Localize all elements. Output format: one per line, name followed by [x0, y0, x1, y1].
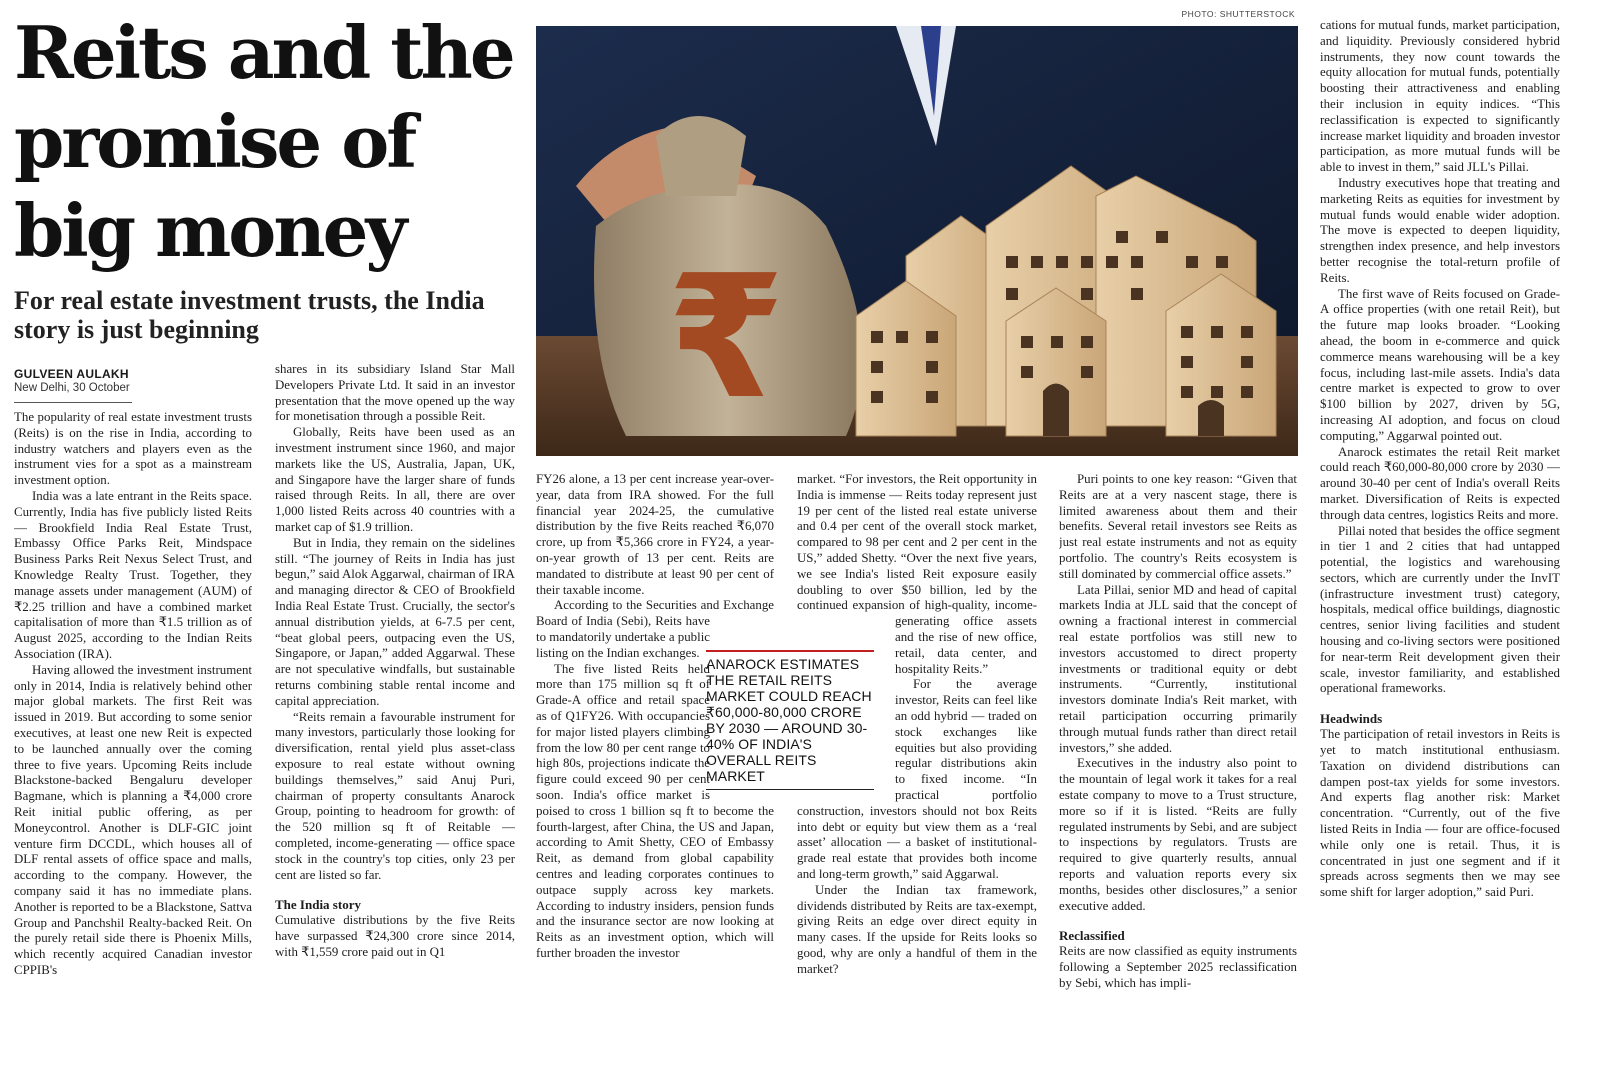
paragraph: Puri points to one key reason: “Given that Reits are at a very nascent stage, there is limited awareness about them and their benefits. Several retail investors see Reits as just real estate instruments and not as equity portfolio. The country's Reits ecosystem is still dominated by commercial office assets.”	[1059, 472, 1297, 581]
paragraph: “Reits remain a favourable instrument for many investors, particularly those looking for diversification, rental yield plus asset-class exposure to real estate without owning buildings themselves,” said Anuj Puri, chairman of property consultants Anarock Group, pointing to headroom for growth: of the 520 million sq ft of Reitable — completed, income-generating — office space stock in the country's top cities, only 23 per cent are listed so far.	[275, 709, 515, 882]
photo-illustration	[536, 26, 1298, 456]
paragraph: According to the Securities and Exchange Board of India (Sebi), Reits have to mandatorily undertake a public listing on the Indian exchanges.	[536, 598, 774, 660]
pull-quote-wrap-space	[797, 620, 895, 788]
article-column-3	[536, 472, 774, 1024]
paragraph: The five listed Reits held more than 175 million sq ft of Grade-A office and retail space as of Q1FY26. With occupancies for major listed players climbing from the low 80 per cent range to high 80s, projections indicate the figure could exceed 90 per cent soon. India's office market is poised to cross 1 billion sq ft to become the fourth-largest, after China, the US and Japan, according to Amit Shetty, CEO of Embassy Reit, as demand from global capability centres and leading corporates continues to outpace supply across key markets. According to industry insiders, pension funds and the insurance sector are now looking at Reits as an investment option, which will further broaden the investor	[536, 661, 774, 960]
dateline-rule	[14, 402, 132, 403]
paragraph: The first wave of Reits focused on Grade-A office properties (with one retail Reit), but the future map looks broader. “Looking ahead, the boom in e-commerce and quick commerce means warehousing will be a key focus, including last-mile assets. India's data centre market is expected to grow to over $100 billion by 2027, driven by 5G, increasing AI adoption, and focus on cloud computing,” Aggarwal pointed out.	[1320, 286, 1560, 443]
byline: GULVEEN AULAKH	[14, 367, 129, 381]
section-heading-headwinds: Headwinds	[1320, 711, 1383, 727]
paragraph: The popularity of real estate investment trusts (Reits) is on the rise in India, according to industry watchers and players even as the instrument vies for a spot as a mainstream investment option.	[14, 410, 252, 488]
paragraph: For the average investor, Reits can feel like an odd hybrid — traded on stock exchanges like equities but also providing regular distributions akin to fixed income. “In practical portfolio construction, investors should not box Reits into debt or equity but view them as a ‘real asset’ allocation — a basket of institutional-grade real estate that provides both income and long-term growth,” said Aggarwal.	[797, 677, 1037, 881]
paragraph: Lata Pillai, senior MD and head of capital markets India at JLL said that the concept of owning a fractional interest in commercial real estate portfolios was still new to investors accustomed to direct property investments or traditional equity or debt instruments. “Currently, institutional investors dominate India's Reit market, with retail participation occurring primarily through mutual funds rather than direct retail investors,” she added.	[1059, 582, 1297, 755]
paragraph: India was a late entrant in the Reits space. Currently, India has five publicly listed Reits — Brookfield India Real Estate Trust, Embassy Office Parks Reit, Mindspace Business Parks Reit Nexus Select Trust, and Knowledge Realty Trust. Together, they manage assets under management (AUM) of ₹2.25 trillion and have a combined market capitalisation of more than ₹1.5 trillion as of August 2025, according to the Indian Reits Association (IRA).	[14, 488, 252, 661]
article-column-4	[797, 472, 1037, 1024]
rupee-symbol: ₹	[666, 239, 786, 437]
paragraph: The participation of retail investors in Reits is yet to match institutional enthusiasm. Taxation on dividend distributions can dampen post-tax yields for some investors. And experts flag another risk: Market concentration. “Currently, out of the five listed Reits in India — four are office-focused while only one is retail. Thus, it is concentrated in just one segment and if it spreads across segments then we may see some shift for larger adoption,” said Puri.	[1320, 727, 1560, 900]
paragraph: But in India, they remain on the sidelines still. “The journey of Reits in India has just begun,” said Alok Aggarwal, chairman of IRA and managing director & CEO of Brookfield India Real Estate Trust. Crucially, the sector's annual distribution yields, at 6-7.5 per cent, “beat global peers, outpacing even the US, Singapore, or Japan,” added Aggarwal. These are not speculative windfalls, but sustainable returns combining stable rental income and capital appreciation.	[275, 535, 515, 708]
paragraph: Industry executives hope that treating and marketing Reits as equities for investment by mutual funds would enable wider adoption. The move is expected to deepen liquidity, strengthen index presence, and help investors better recognise the total-return profile of Reits.	[1320, 175, 1560, 285]
paragraph: market. “For investors, the Reit opportunity in India is immense — Reits today represent just 19 per cent of the listed real estate universe and 0.4 per cent of the overall stock market, compared to 98 per cent and 2 per cent in the US,” added Shetty. “Over the next five years, we see India's listed Reit exposure easily doubling to over $50 billion, led by the continued expansion of high-quality, income-generating office assets and the rise of new office, retail, data center, and hospitality Reits.”	[797, 472, 1037, 676]
paragraph: Executives in the industry also point to the mountain of legal work it takes for a real estate company to move to a Trust structure, more so if it is listed. “Reits are fully regulated instruments by Sebi, and are subject to inspections by regulators. Trusts are required to give quarterly results, annual reports and valuation reports every six months, besides other disclosures,” a senior executive added.	[1059, 756, 1297, 913]
paragraph: Cumulative distributions by the five Reits have surpassed ₹24,300 crore since 2014, with ₹1,559 crore paid out in Q1	[275, 913, 515, 959]
headline: Reits and the promise of big money	[14, 10, 513, 273]
section-heading-india-story: The India story	[275, 897, 361, 913]
pull-quote-wrap-space	[710, 620, 774, 788]
article-photo	[536, 26, 1298, 456]
paragraph: cations for mutual funds, market participation, and liquidity. Previously considered hybrid instruments, they now count towards the equity allocation for mutual funds, potentially boosting their attractiveness and enabling their inclusion in equity indices. “This reclassification is expected to significantly increase market liquidity and broaden investor participation, as more mutual funds will be able to invest in them,” said JLL's Pillai.	[1320, 18, 1560, 175]
article-column-1	[14, 410, 252, 1022]
paragraph: Under the Indian tax framework, dividends distributed by Reits are tax-exempt, giving Reits an edge over direct equity in many cases. If the upside for Reits looks so good, why are only a handful of them in the market?	[797, 882, 1037, 976]
deck-subheading: For real estate investment trusts, the India story is just beginning	[14, 286, 485, 344]
paragraph: Having allowed the investment instrument only in 2014, India is relatively behind other major global markets. The first Reit was issued in 2019. But according to some senior executives, at least one new Reit is expected to be launched annually over the coming three to five years. Upcoming Reits include Blackstone-backed Bengaluru developer Bagmane, which is planning a ₹4,000 crore Reit initial public offering, as per Moneycontrol. Another is DLF-GIC joint venture firm DCCDL, which houses all of DLF rental assets of office space and malls, according to the company. However, the company said it has no immediate plans. Another is reported to be a Blackstone, Sattva Group and Panchshil Realty-backed Reit. On the purely retail side there is Phoenix Mills, which recently acquired Canadian investor CPPIB's	[14, 662, 252, 977]
pull-quote: ANAROCK ESTIMATES THE RETAIL REITS MARKET COULD REACH ₹60,000-80,000 CRORE BY 2030 — AROUND 30-40% OF INDIA'S OVERALL REITS MARKET	[706, 656, 874, 790]
article-column-6	[1320, 18, 1560, 1024]
paragraph: Anarock estimates the retail Reit market could reach ₹60,000-80,000 crore by 2030 — around 30-40 per cent of India's overall Reits market. Diversification of Reits is expected through data centres, logistics Reits and more.	[1320, 444, 1560, 522]
paragraph: Reits are now classified as equity instruments following a September 2025 reclassification by Sebi, which has impli-	[1059, 944, 1297, 990]
article-column-2	[275, 362, 515, 1024]
paragraph: Pillai noted that besides the office segment in tier 1 and 2 cities that had untapped potential, the logistics and warehousing sectors, which are currently under the InvIT (infrastructure investment trust) category, hospitals, medical office buildings, diagnostic centres, senior living facilities and student housing and co-living sectors were positioned for near-term Reit development given their scale, investor familiarity, and established operational frameworks.	[1320, 523, 1560, 696]
photo-credit: PHOTO: SHUTTERSTOCK	[1181, 9, 1295, 19]
paragraph: FY26 alone, a 13 per cent increase year-over-year, data from IRA showed. For the full financial year 2024-25, the cumulative distribution by the five Reits reached ₹6,070 crore, up from ₹5,366 crore in FY24, a year-on-year growth of 13 per cent. Reits are mandated to distribute at least 90 per cent of their taxable income.	[536, 472, 774, 597]
article-column-5	[1059, 472, 1297, 1024]
dateline: New Delhi, 30 October	[14, 382, 130, 394]
paragraph: Globally, Reits have been used as an investment instrument since 1960, and major markets like the US, Australia, Japan, UK, and Singapore have the larger share of funds raised through Reits. In all, there are over 1,000 listed Reits across 40 countries with a market cap of $1.9 trillion.	[275, 425, 515, 534]
paragraph: shares in its subsidiary Island Star Mall Developers Private Ltd. It said in an investor presentation that the move opened up the way for monetisation through a possible Reit.	[275, 362, 515, 424]
section-heading-reclassified: Reclassified	[1059, 928, 1125, 944]
